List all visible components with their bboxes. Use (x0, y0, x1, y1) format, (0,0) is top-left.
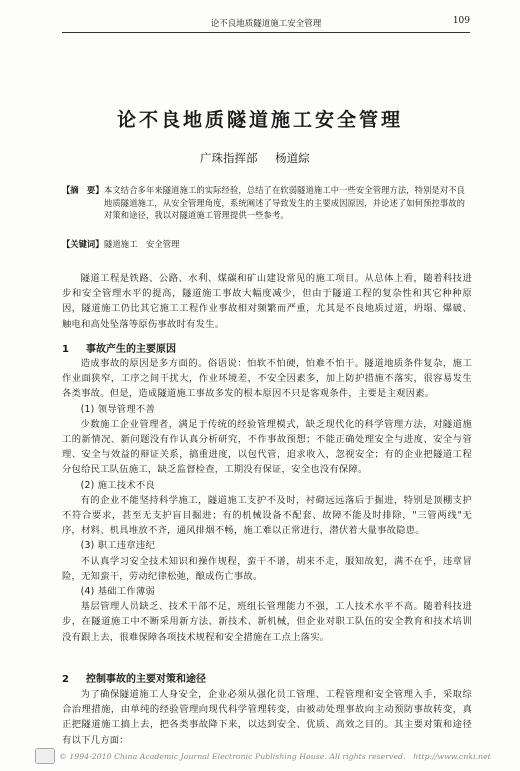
subsection-paragraph: 不认真学习安全技术知识和操作规程，蛮干不谱，胡来不走，服知故犯，满不在乎，违章冒险，无知蛮干，劳动纪律松弛，酿成伤亡事故。 (62, 555, 472, 582)
author-unit: 广珠指挥部 (200, 151, 258, 165)
section-2-title: 控制事故的主要对策和途径 (86, 674, 206, 685)
subsection-label: (4) 基础工作薄弱 (80, 586, 155, 598)
subsection-paragraph: 有的企业不能坚持科学施工，隧道施工支护不及时，衬砌远远落后于掘进，特别是顶棚支护不符合要求，甚至无支护盲目掘进；有的机械设备不配套、故障不能及时排除，"三管两线"无序，材料、机具堆放不齐，通风排烟不畅，施工难以正常进行，潜伏着大量事故隐患。 (62, 494, 472, 537)
running-header (62, 14, 470, 33)
subsection-label: (1) 领导管理不善 (80, 403, 155, 415)
intro-paragraph: 隧道工程是铁路、公路、水利、煤碳和矿山建设常见的施工项目。从总体上看，随着科技进步和安全管理水平的提高，隧道施工事故大幅度减少，但由于隧道工程的复杂性和其它种种原因，隧道施工仍比其它施工工程作业事故相对频繁而严重，尤其是不良地质过道，坍塌、爆破、触电和高处坠落等原伤事故时有发生。 (62, 273, 472, 330)
abstract-text: 本文结合多年来隧道施工的实际经验，总结了在软弱隧道施工中一些安全管理方法，特别是对不良地质隧道施工，从安全管理角度，系统阐述了导致发生的主要成因原因，并论述了如何预控事故的对策和途径，我以对隧道施工管理提供一些参考。 (104, 185, 466, 221)
section-2-heading (62, 670, 206, 685)
section-2-body (62, 687, 472, 748)
keywords-text: 隧道施工 安全管理 (104, 239, 180, 249)
section-2-number: 2 (62, 674, 69, 685)
author-name: 杨道綜 (275, 151, 310, 165)
author-line (200, 150, 310, 166)
page-number: 109 (452, 16, 470, 26)
section-2-paragraph: 为了确保隧道施工人身安全，企业必须从强化员工管理、工程管理和安全管理入手，采取综合治理措施，由单纯的经验管理向现代科学管理转变，由被动处理事故向主动预防事故转变，真正把隧道施工搞上去，把各类事故降下来，以达到安全、优质、高效之目的。其主要对策和途径有以下几方面： (62, 689, 472, 746)
section-1-body (62, 356, 472, 645)
copyright-footer (35, 750, 510, 764)
article-title: 论不良地质隧道施工安全管理 (116, 109, 403, 131)
abstract-block (62, 184, 472, 222)
section-1-number: 1 (62, 344, 69, 355)
cnki-logo-icon (35, 748, 55, 764)
subsection-label: (2) 施工技术不良 (80, 479, 155, 491)
subsection-paragraph: 少数施工企业管理者，满足于传统的经验管理模式，缺乏现代化的科学管理方法，对隧道施工的新情况、新问题没有作认真分析研究，不作事故预想；不能正确处理安全与进度、安全与管理、安全与效益的辩证关系，搞重进度，以包代管，追求收入，忽视安全；有的企业把隧道工程分包给民工队伍施工，缺乏监督检查，工期没有保证，安全也没有保障。 (62, 418, 472, 476)
section-1-heading (62, 340, 176, 355)
section-1-title: 事故产生的主要原因 (86, 344, 176, 355)
copyright-text: © 1994-2010 China Academic Journal Electronic Publishing House. All rights reserved. http://www.cnki.net (59, 752, 491, 761)
keywords-block (62, 238, 472, 251)
section-1-paragraph: 造成事故的原因是多方面的。俗语说：怕软不怕硬，怕难不怕干。隧道地质条件复杂，施工作业面狭窄，工序之间干扰大，作业环境差，不安全因素多，加上防护措施不落实，很容易发生各类事故。但是，造成隧道施工事故多发的根本原因不只是客观条件，主要是主观因素。 (62, 358, 472, 400)
subsection-paragraph: 基层管理人员缺乏、技术干部不足，班组长管理能力不强，工人技术水平不高。随着科技进步，在隧道施工中不断采用新方法、新技术、新机械，但企业对职工队伍的安全教育和技术培训没有跟上去，很难保障各项技术规程和安全措施在工点上落实。 (62, 601, 472, 643)
abstract-label: 【摘 要】 (62, 185, 104, 195)
intro-block (62, 271, 472, 332)
keywords-label: 【关键词】 (62, 239, 104, 249)
running-title: 论不良地质隧道施工安全管理 (210, 19, 322, 29)
subsection-label: (3) 职工违章违纪 (80, 540, 155, 552)
